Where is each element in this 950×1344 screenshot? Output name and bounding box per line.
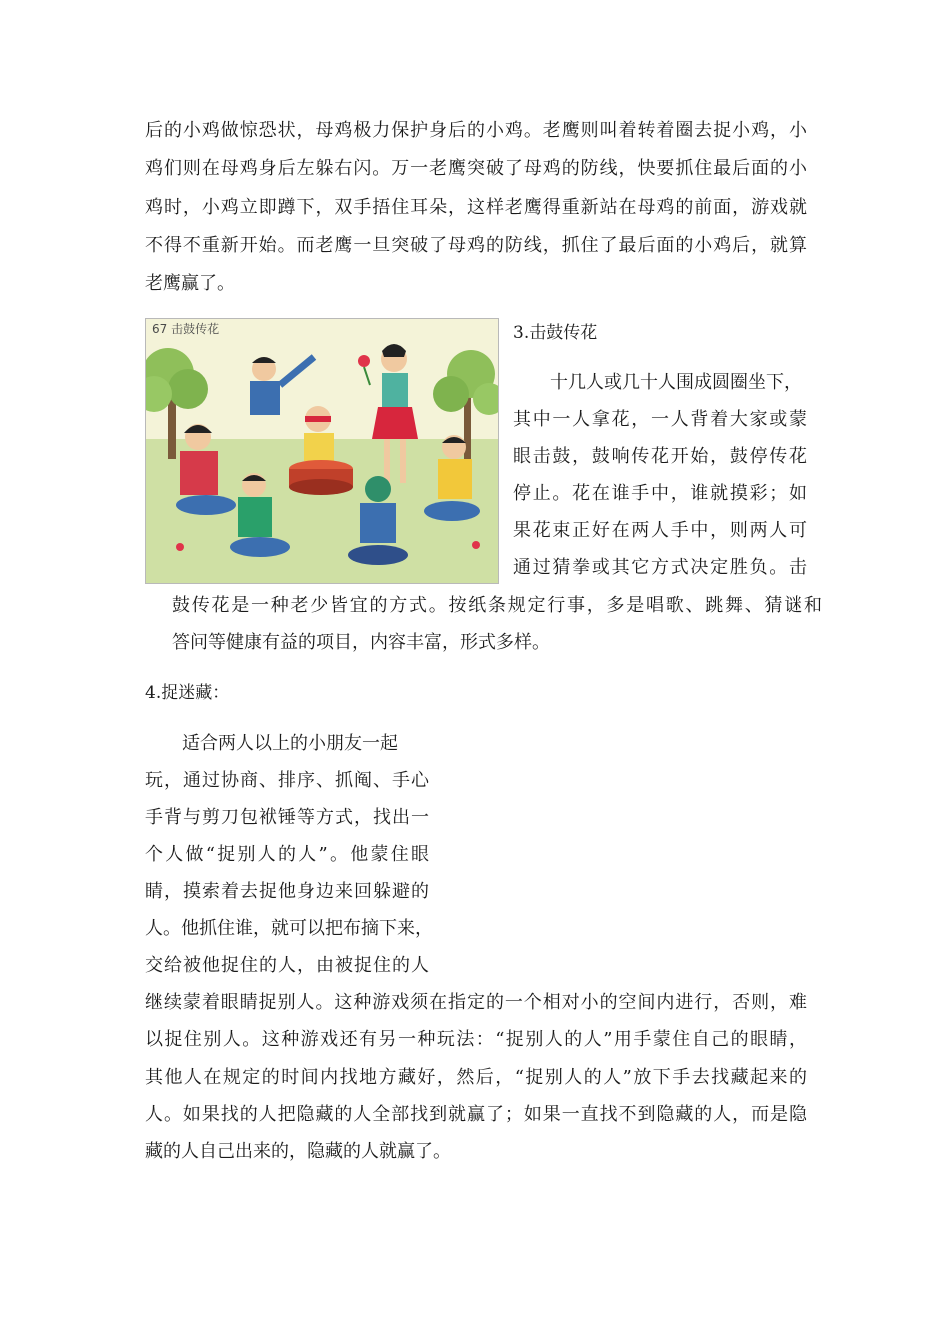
drum-pass-flower-icon: [146, 319, 498, 583]
top-paragraph-line: 鸡时，小鸡立即蹲下，双手捂住耳朵，这样老鹰得重新站在母鸡的前面，游戏就: [145, 197, 807, 218]
section3-side-line: 果花束正好在两人手中，则两人可: [513, 520, 807, 541]
section4-narrow-line: 玩，通过协商、排序、抓阄、手心: [145, 770, 429, 791]
section4-narrow-line: 睛，摸索着去捉他身边来回躲避的: [145, 881, 429, 902]
section3-heading: 3.击鼓传花: [513, 323, 598, 343]
section4-wide-line: 其他人在规定的时间内找地方藏好，然后，“捉别人的人”放下手去找藏起来的: [145, 1067, 807, 1088]
section3-side-line: 通过猜拳或其它方式决定胜负。击: [513, 557, 807, 578]
section4-narrow-line: 手背与剪刀包袱锤等方式，找出一: [145, 807, 429, 828]
flower-icon: [176, 543, 184, 551]
illustration-caption: 67 击鼓传花: [152, 322, 220, 336]
section4-narrow-line: 交给被他捉住的人，由被捉住的人: [145, 955, 429, 976]
section3-side-line: 其中一人拿花，一人背着大家或蒙: [513, 409, 807, 430]
section4-narrow-line: 人。他抓住谁，就可以把布摘下来，: [145, 918, 433, 939]
section4-narrow-line: 适合两人以上的小朋友一起: [182, 733, 398, 754]
section4-heading: 4.捉迷藏：: [145, 683, 230, 703]
section3-bottom-line: 答问等健康有益的项目，内容丰富，形式多样。: [172, 632, 550, 653]
section4-wide-line: 继续蒙着眼睛捉别人。这种游戏须在指定的一个相对小的空间内进行，否则，难: [145, 992, 807, 1013]
section4-narrow-line: 个人做“捉别人的人”。他蒙住眼: [145, 844, 429, 865]
section3-side-line: 眼击鼓，鼓响传花开始，鼓停传花: [513, 446, 807, 467]
section4-wide-line: 以捉住别人。这种游戏还有另一种玩法：“捉别人的人”用手蒙住自己的眼睛，: [145, 1029, 807, 1050]
section4-wide-line: 藏的人自己出来的，隐藏的人就赢了。: [145, 1141, 451, 1162]
section3-side-line: 十几人或几十人围成圆圈坐下，: [550, 372, 802, 393]
top-paragraph-line: 后的小鸡做惊恐状，母鸡极力保护身后的小鸡。老鹰则叫着转着圈去捉小鸡，小: [145, 120, 807, 141]
section3-bottom-line: 鼓传花是一种老少皆宜的方式。按纸条规定行事，多是唱歌、跳舞、猜谜和: [172, 595, 822, 616]
top-paragraph-line: 鸡们则在母鸡身后左躲右闪。万一老鹰突破了母鸡的防线，快要抓住最后面的小: [145, 158, 807, 179]
drum-pass-flower-illustration: [145, 318, 499, 584]
top-paragraph-line: 不得不重新开始。而老鹰一旦突破了母鸡的防线，抓住了最后面的小鸡后，就算: [145, 235, 807, 256]
section3-side-line: 停止。花在谁手中，谁就摸彩；如: [513, 483, 807, 504]
flower-icon: [472, 541, 480, 549]
section4-wide-line: 人。如果找的人把隐藏的人全部找到就赢了；如果一直找不到隐藏的人，而是隐: [145, 1104, 807, 1125]
top-paragraph-line: 老鹰赢了。: [145, 273, 235, 294]
